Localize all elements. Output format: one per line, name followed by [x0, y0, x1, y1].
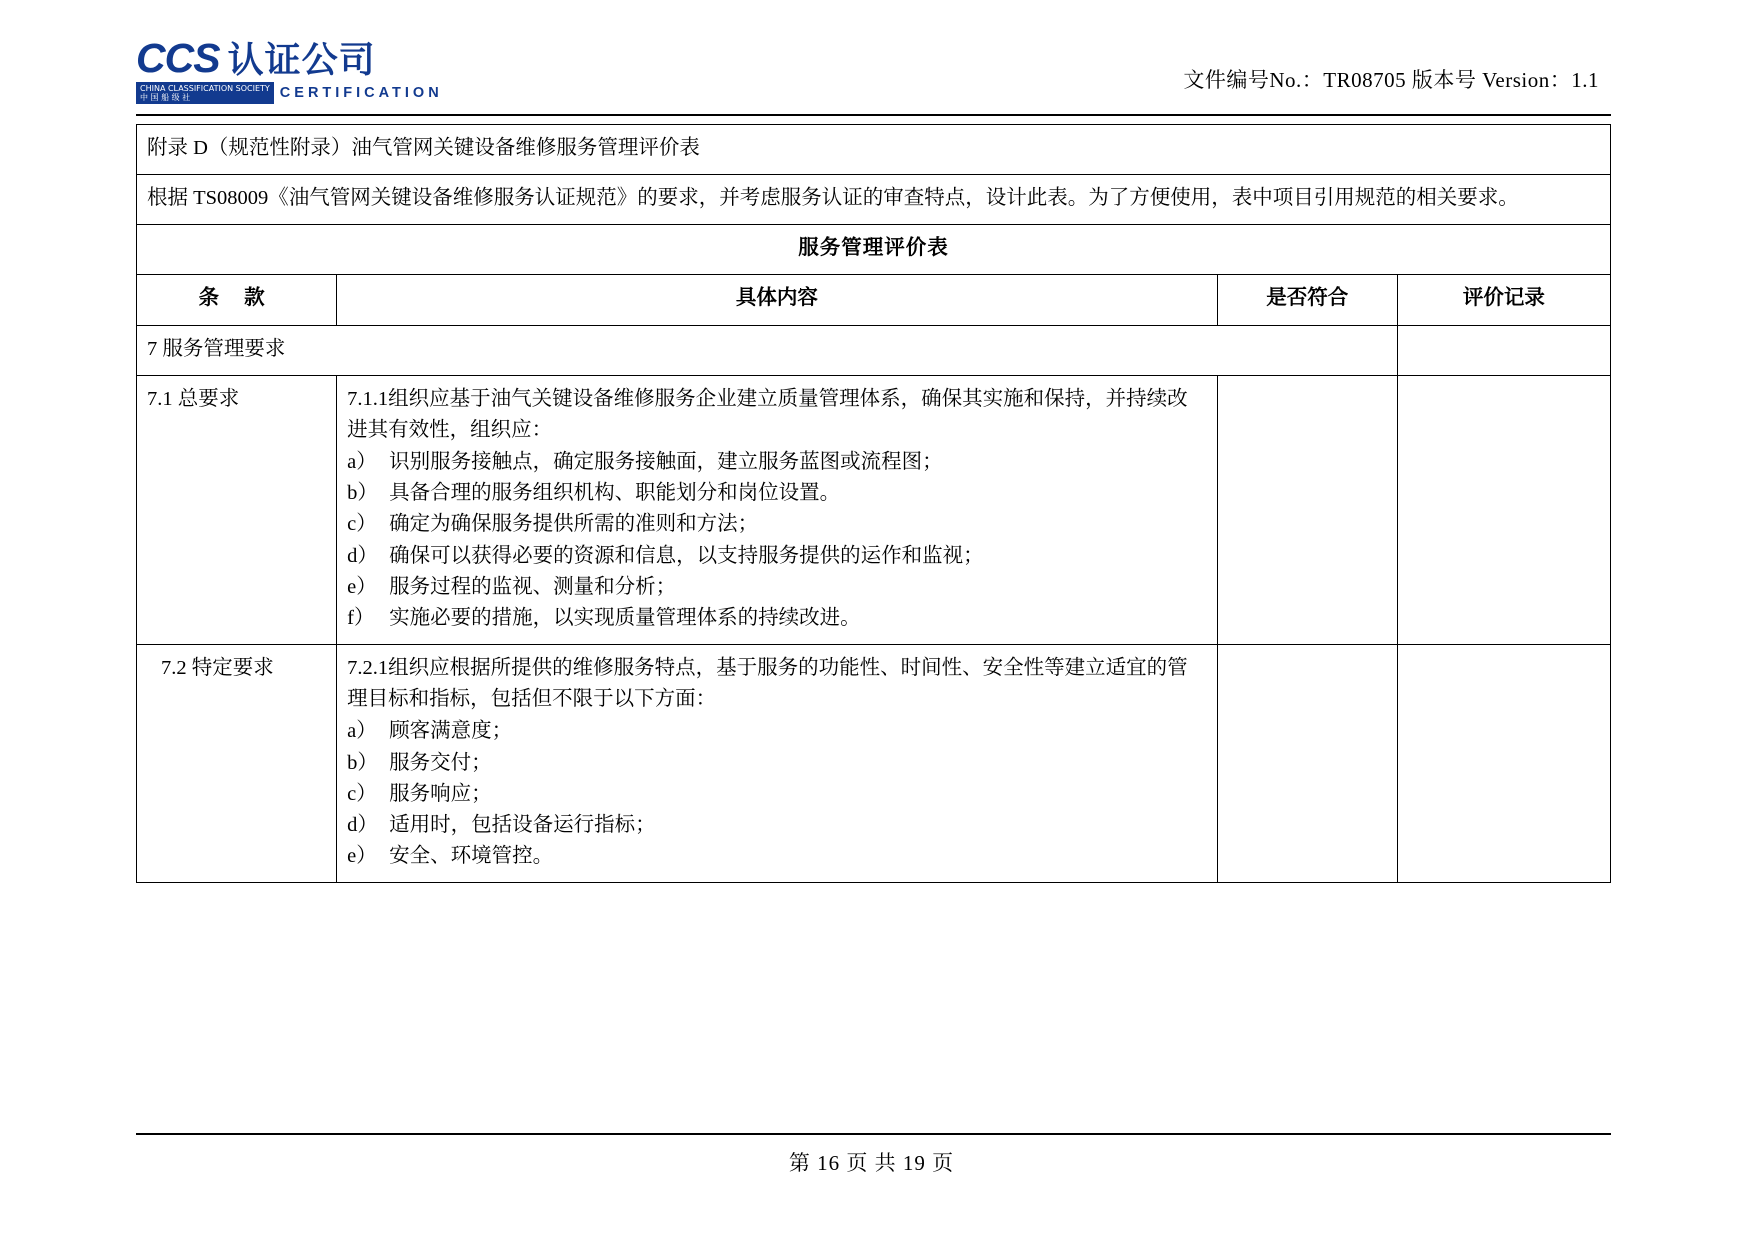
item-marker: a） [347, 451, 377, 474]
row-item [347, 841, 1207, 872]
section-row [137, 325, 1611, 375]
item-text: 服务过程的监视、测量和分析； [389, 575, 677, 598]
row-conform-72[interactable] [1217, 645, 1397, 883]
row-item [347, 810, 1207, 841]
item-marker: e） [347, 575, 377, 598]
row-content-71 [337, 375, 1218, 644]
item-text: 安全、环境管控。 [389, 844, 554, 867]
row-item [347, 509, 1207, 540]
item-marker: b） [347, 751, 378, 774]
item-text: 服务响应； [389, 782, 492, 805]
item-text: 适用时，包括设备运行指标； [389, 813, 656, 836]
row-item [347, 779, 1207, 810]
row-item [347, 447, 1207, 478]
logo-ccs-text: CCS [136, 35, 220, 81]
item-marker: d） [347, 544, 378, 567]
column-header-content: 具体内容 [337, 275, 1218, 325]
row-clause-71: 7.1 总要求 [137, 375, 337, 644]
ccs-logo [136, 35, 443, 103]
item-marker: c） [347, 782, 377, 805]
row-lead-71: 7.1.1组织应基于油气关键设备维修服务企业建立质量管理体系，确保其实施和保持，并持续改进其有效性，组织应： [347, 387, 1188, 441]
row-item [347, 748, 1207, 779]
page-header [136, 35, 1607, 110]
logo-badge-line2: 中 国 船 级 社 [140, 93, 191, 103]
section-record-cell [1397, 325, 1610, 375]
table-header-row [137, 275, 1611, 325]
item-marker: c） [347, 513, 377, 536]
logo-wordmark [136, 35, 401, 81]
item-text: 确保可以获得必要的资源和信息，以支持服务提供的运作和监视； [389, 544, 984, 567]
column-header-conform: 是否符合 [1217, 275, 1397, 325]
item-marker: b） [347, 482, 378, 505]
row-item [347, 478, 1207, 509]
service-management-evaluation-table [136, 124, 1611, 883]
table-row [137, 645, 1611, 883]
logo-subline [136, 82, 443, 104]
item-marker: a） [347, 720, 377, 743]
item-marker: e） [347, 844, 377, 867]
section-title: 7 服务管理要求 [137, 325, 1398, 375]
column-header-record: 评价记录 [1397, 275, 1610, 325]
item-marker: d） [347, 813, 378, 836]
row-record-72[interactable] [1397, 645, 1610, 883]
row-lead-72: 7.2.1组织应根据所提供的维修服务特点，基于服务的功能性、时间性、安全性等建立适宜的管理目标和指标，包括但不限于以下方面： [347, 657, 1188, 711]
header-divider [136, 114, 1611, 116]
document-number: 文件编号No.：TR08705 版本号 Version：1.1 [1183, 68, 1599, 92]
table-row [137, 375, 1611, 644]
item-text: 服务交付； [389, 751, 492, 774]
table-title-row [137, 225, 1611, 275]
column-header-clause: 条 款 [137, 275, 337, 325]
row-clause-72: 7.2 特定要求 [137, 645, 337, 883]
row-conform-71[interactable] [1217, 375, 1397, 644]
row-item [347, 541, 1207, 572]
item-marker: f） [347, 606, 375, 629]
row-item [347, 716, 1207, 747]
item-text: 具备合理的服务组织机构、职能划分和岗位设置。 [389, 482, 841, 505]
logo-chinese-text: 认证公司 [227, 40, 376, 81]
appendix-title-row [137, 125, 1611, 175]
logo-certification-text: CERTIFICATION [279, 85, 443, 102]
row-record-71[interactable] [1397, 375, 1610, 644]
item-text: 实施必要的措施，以实现质量管理体系的持续改进。 [389, 606, 861, 629]
item-text: 顾客满意度； [389, 720, 513, 743]
intro-row [137, 175, 1611, 225]
item-text: 确定为确保服务提供所需的准则和方法； [389, 513, 759, 536]
intro-text: 根据 TS08009《油气管网关键设备维修服务认证规范》的要求，并考虑服务认证的审查特点，设计此表。为了方便使用，表中项目引用规范的相关要求。 [137, 175, 1611, 225]
row-item [347, 572, 1207, 603]
footer-divider [136, 1133, 1611, 1135]
table-title: 服务管理评价表 [137, 225, 1611, 275]
row-content-72 [337, 645, 1218, 883]
row-item [347, 603, 1207, 634]
appendix-title: 附录 D（规范性附录）油气管网关键设备维修服务管理评价表 [137, 125, 1611, 175]
logo-badge-line1: CHINA CLASSIFICATION SOCIETY [140, 84, 270, 93]
item-text: 识别服务接触点，确定服务接触面，建立服务蓝图或流程图； [389, 451, 943, 474]
logo-badge [136, 82, 274, 104]
page-number: 第 16 页 共 19 页 [788, 1151, 955, 1175]
